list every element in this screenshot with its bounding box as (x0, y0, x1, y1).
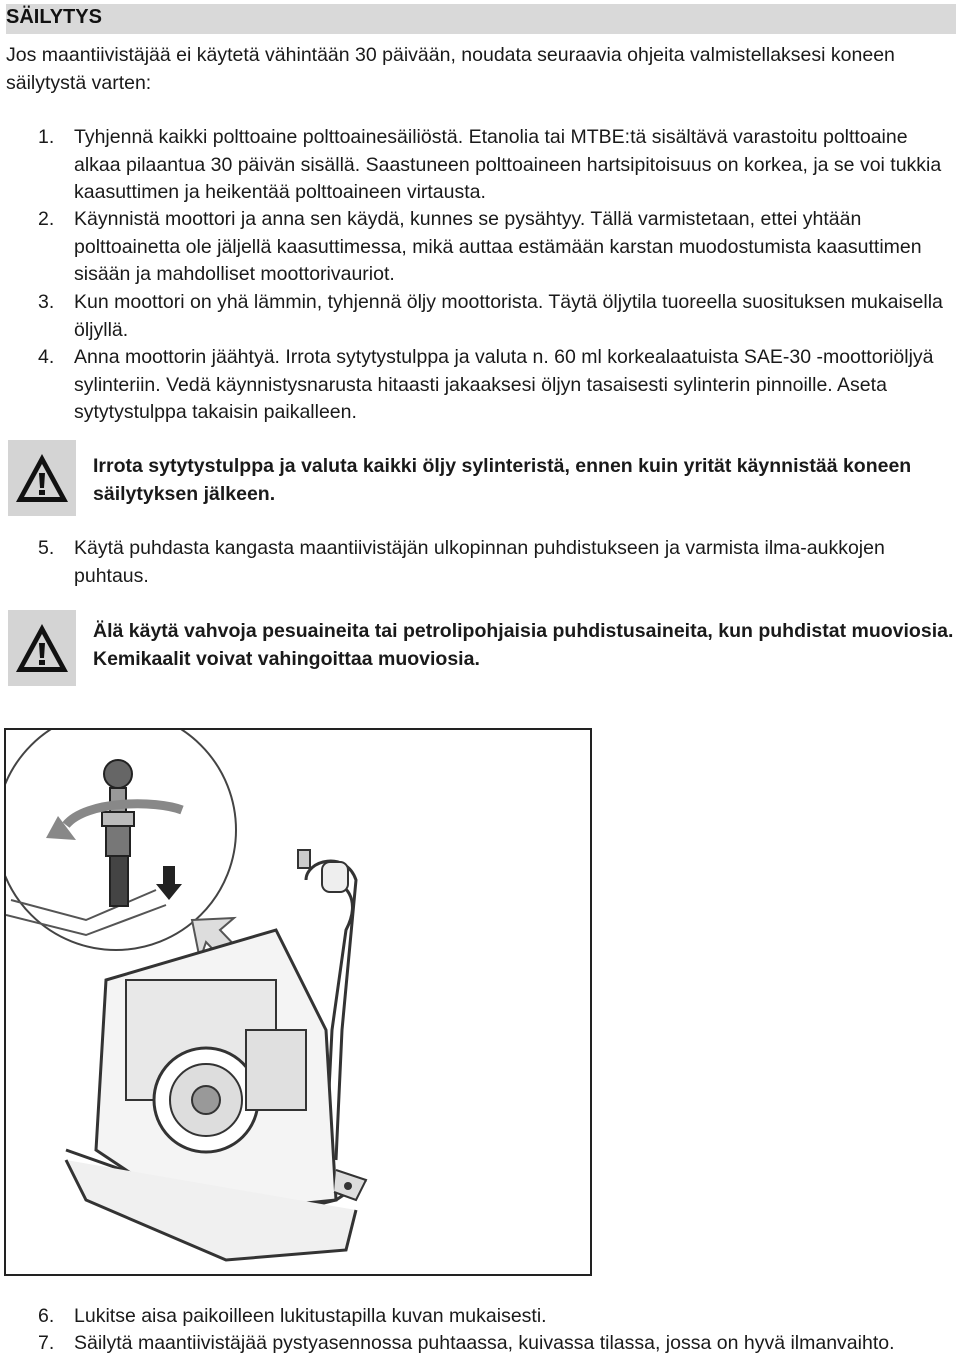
warning-text: Älä käytä vahvoja pesuaineita tai petrolipohjaisia puhdistusaineita, kun puhdistat muoviosia. Kemikaalit voivat vahingoittaa muoviosia. (93, 620, 954, 670)
intro-paragraph: Jos maantiivistäjää ei käytetä vähintään 30 päivään, noudata seuraavia ohjeita valmistellaksesi koneen säilytystä varten: (6, 44, 895, 94)
list-item-number: 3. (38, 291, 55, 313)
section-title: SÄILYTYS (6, 6, 102, 28)
warning-icon-box (8, 610, 76, 686)
list-item-number: 4. (38, 346, 55, 368)
warning-triangle-icon (8, 440, 76, 516)
list-item-text: Lukitse aisa paikoilleen lukitustapilla kuvan mukaisesti. (74, 1305, 547, 1327)
list-item-text: Tyhjennä kaikki polttoaine polttoainesäiliöstä. Etanolia tai MTBE:tä sisältävä varastoitu polttoaine alkaa pilaantua 30 päivän sisällä. Saastuneen polttoaineen hartsipitoisuus on korkea, ja se voi tukkia kaasuttimen ja heikentää polttoaineen virtausta. (74, 126, 942, 203)
list-item-number: 6. (38, 1305, 55, 1327)
list-item-number: 1. (38, 126, 55, 148)
warning-triangle-icon (8, 610, 76, 686)
list-item-number: 2. (38, 208, 55, 230)
list-item-text: Anna moottorin jäähtyä. Irrota sytytystulppa ja valuta n. 60 ml korkealaatuista SAE-30 -moottoriöljyä sylinteriin. Vedä käynnistysnarusta hitaasti jakaaksesi öljyn tasaisesti sylinterin pinnoille. Aseta sytytystulppa takaisin paikalleen. (74, 346, 934, 423)
list-item-number: 7. (38, 1332, 55, 1354)
section-title-bar (6, 4, 956, 34)
list-item-text: Käytä puhdasta kangasta maantiivistäjän ulkopinnan puhdistukseen ja varmista ilma-aukkojen puhtaus. (74, 537, 885, 587)
warning-text: Irrota sytytystulppa ja valuta kaikki öljy sylinteristä, ennen kuin yrität käynnistää koneen säilytyksen jälkeen. (93, 455, 912, 505)
list-item-text: Säilytä maantiivistäjää pystyasennossa puhtaassa, kuivassa tilassa, jossa on hyvä ilmanvaihto. (74, 1332, 895, 1354)
list-item-number: 5. (38, 537, 55, 559)
list-item-text: Kun moottori on yhä lämmin, tyhjennä öljy moottorista. Täytä öljytila tuoreella suosituksen mukaisella öljyllä. (74, 291, 943, 341)
plate-compactor-illustration (6, 730, 590, 1274)
warning-icon-box (8, 440, 76, 516)
figure-frame (4, 728, 592, 1276)
list-item-text: Käynnistä moottori ja anna sen käydä, kunnes se pysähtyy. Tällä varmistetaan, ettei yhtään polttoainetta ole jäljellä kaasuttimessa, mikä auttaa estämään karstan muodostumista kaasuttimen sisään ja mahdolliset moottorivauriot. (74, 208, 922, 285)
